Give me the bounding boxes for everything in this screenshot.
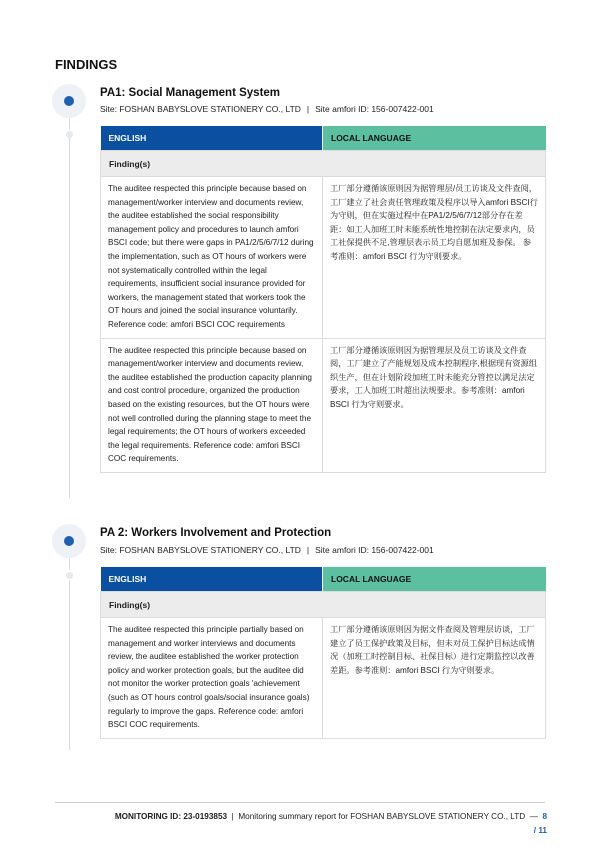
section-title: PA1: Social Management System [100,87,281,99]
timeline-marker [52,84,86,118]
footer-dash: — [529,812,538,821]
table-row [101,338,546,472]
column-header-english: ENGLISH [101,567,323,592]
timeline-line [69,118,70,130]
timeline-marker [52,524,86,558]
page-number: 8 [542,812,547,821]
timeline-small-dot [66,572,73,579]
section-title: PA 2: Workers Involvement and Protection [100,527,332,539]
finding-local: 工厂部分遵循该原则因为据管理层/员工访谈及文件查阅，工厂建立了社会责任管理政策及程序以导入amfori BSCI行为守则，但在实施过程中在PA1/2/5/6/7/12部分存在差距：如工人加班工时未能系统性地控制在法定要求内，员工社保提供不足,管理层表示员工均自愿加班及参保。 参考准则：amfori BSCI 行为守则要求。 [323,177,546,339]
timeline-line [69,138,70,498]
timeline-line [69,558,70,570]
page-total: / 11 [533,826,547,835]
finding-local: 工厂部分遵循该原则因为据文件查阅及管理层访谈，工厂建立了员工保护政策及目标，但未对员工保护目标达成情况（加班工时控制目标、社保目标）进行定期监控以改善差距。参考准则：amfori BSCI 行为守则要求。 [323,618,546,739]
page-heading: FINDINGS [55,57,118,72]
report-title: Monitoring summary report for FOSHAN BABYSLOVE STATIONERY CO., LTD [238,812,526,821]
table-row [101,618,546,739]
page-footer [55,810,547,838]
findings-table [100,567,546,739]
finding-english: The auditee respected this principle because based on management/worker interview and documents review, the auditee established the social responsibility management policy and procedures to launch amfori BSCI code; but there were gaps in PA1/2/5/6/7/12 during the implementation, such as OT hours of workers were not systematically controlled within the legal requirements, insufficient social insurance provided for workers, the management stated that workers took the OT hours and joined the social insurance voluntarily. Reference code: amfori BSCI COC requirements [101,177,323,339]
timeline-small-dot [66,131,73,138]
timeline-dot-icon [64,536,74,546]
finding-english: The auditee respected this principle because based on management/worker interview and documents review, the auditee established the production capacity planning and cost control procedure, organized the production based on the existing resources, but the OT hours were not well controlled during the planning stage to meet the legal requirements; the OT hours of workers exceeded the legal requirements. Reference code: amfori BSCI COC requirements. [101,338,323,472]
site-line: Site: FOSHAN BABYSLOVE STATIONERY CO., LTD | Site amfori ID: 156-007422-001 [100,545,434,555]
column-header-local: LOCAL LANGUAGE [323,126,546,151]
column-header-english: ENGLISH [101,126,323,151]
finding-english: The auditee respected this principle partially based on management and worker interviews and documents review, the auditee established the worker protection policy and worker protection goals, but the auditee did not monitor the worker protection goals 'achievement (such as OT hours control goals/social insurance goals) regularly to improve the gaps. Reference code: amfori BSCI COC requirements. [101,618,323,739]
site-name: Site: FOSHAN BABYSLOVE STATIONERY CO., LTD [100,545,301,555]
timeline-line [69,580,70,750]
site-id: Site amfori ID: 156-007422-001 [315,545,434,555]
column-header-local: LOCAL LANGUAGE [323,567,546,592]
timeline-dot-icon [64,96,74,106]
footer-separator: | [231,812,234,821]
site-line: Site: FOSHAN BABYSLOVE STATIONERY CO., LTD | Site amfori ID: 156-007422-001 [100,104,434,114]
footer-divider [55,802,545,803]
findings-table [100,126,546,473]
site-id: Site amfori ID: 156-007422-001 [315,104,434,114]
findings-subheader: Finding(s) [101,592,546,618]
monitoring-id: MONITORING ID: 23-0193853 [114,812,228,821]
table-row [101,177,546,339]
finding-local: 工厂部分遵循该原则因为据管理层及员工访谈及文件查阅，工厂建立了产能规划及成本控制程序,根据现有资源组织生产，但在计划阶段加班工时未能充分管控以满足法定要求，工人加班工时超出法规要求。参考准则：amfori BSCI 行为守则要求。 [323,338,546,472]
findings-subheader: Finding(s) [101,151,546,177]
site-name: Site: FOSHAN BABYSLOVE STATIONERY CO., LTD [100,104,301,114]
